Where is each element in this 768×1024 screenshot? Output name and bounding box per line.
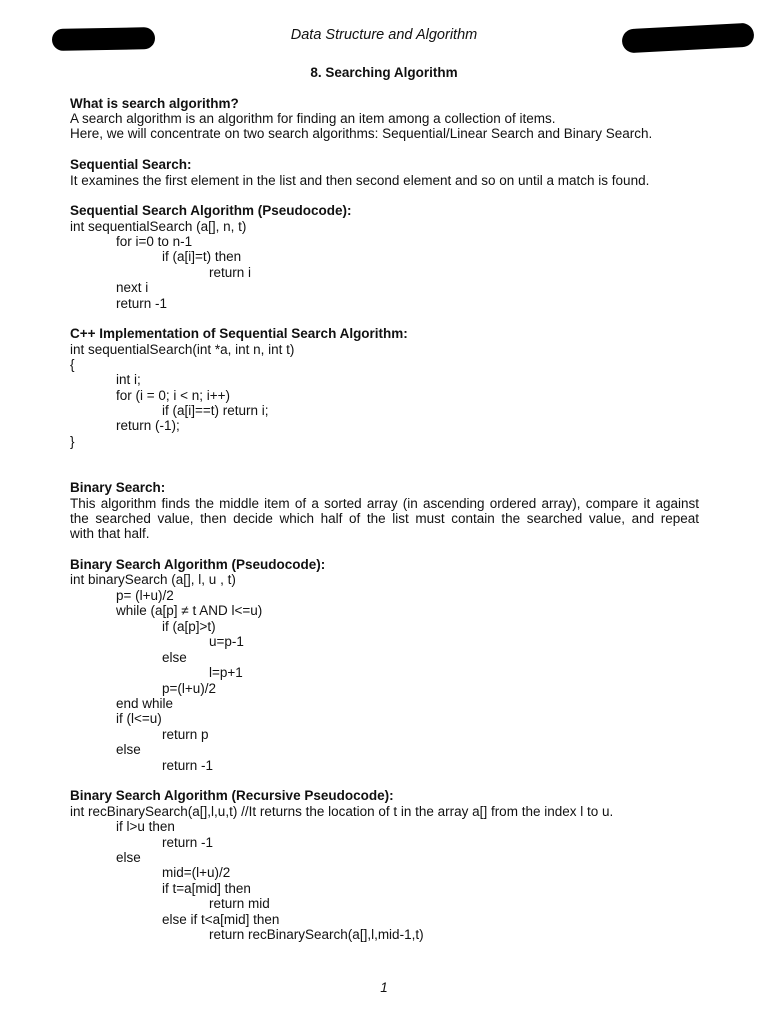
section-heading: Sequential Search Algorithm (Pseudocode): [70, 203, 352, 218]
code-line: if l>u then [116, 819, 175, 834]
page-number: 1 [380, 980, 388, 995]
code-line: } [70, 434, 75, 449]
code-line: else [116, 850, 141, 865]
code-line: next i [116, 280, 149, 295]
code-line: u=p-1 [209, 634, 244, 649]
code-line: return -1 [162, 758, 214, 773]
code-line: l=p+1 [209, 665, 243, 680]
code-line: if (a[i]==t) return i; [162, 403, 269, 418]
code-line: p= (l+u)/2 [116, 588, 174, 603]
code-line: return p [162, 727, 209, 742]
code-line: if (a[i]=t) then [162, 249, 242, 264]
paragraph-line: with that half. [70, 526, 150, 541]
paragraph-line: A search algorithm is an algorithm for finding an item among a collection of items. [70, 111, 556, 126]
code-line: for (i = 0; i < n; i++) [116, 388, 231, 403]
chapter-title: 8. Searching Algorithm [310, 65, 458, 80]
section-heading: Binary Search Algorithm (Pseudocode): [70, 557, 326, 572]
code-line: else if t<a[mid] then [162, 912, 280, 927]
code-line: p=(l+u)/2 [162, 681, 217, 696]
code-line: { [70, 357, 75, 372]
code-line: return -1 [162, 835, 214, 850]
code-line: int binarySearch (a[], l, u , t) [70, 572, 236, 587]
paragraph-line: Here, we will concentrate on two search algorithms: Sequential/Linear Search and Binary Search. [70, 126, 653, 141]
code-line: if t=a[mid] then [162, 881, 251, 896]
code-line: for i=0 to n-1 [116, 234, 193, 249]
paragraph-line: It examines the first element in the list and then second element and so on until a match is found. [70, 173, 650, 188]
code-line: mid=(l+u)/2 [162, 865, 231, 880]
code-line: else [162, 650, 187, 665]
paragraph-line: This algorithm finds the middle item of a sorted array (in ascending ordered array), compare it against [70, 496, 699, 511]
code-line: int i; [116, 372, 141, 387]
section-heading: Binary Search Algorithm (Recursive Pseudocode): [70, 788, 394, 803]
code-line: else [116, 742, 141, 757]
section-heading: Sequential Search: [70, 157, 192, 172]
code-line: return i [209, 265, 252, 280]
code-line: int sequentialSearch(int *a, int n, int t) [70, 342, 295, 357]
code-line: int sequentialSearch (a[], n, t) [70, 219, 247, 234]
code-line: return mid [209, 896, 270, 911]
code-line: int recBinarySearch(a[],l,u,t) //It returns the location of t in the array a[] from the index l to u. [70, 804, 614, 819]
paragraph-line: the searched value, then decide which half of the list must contain the searched value, and repeat [70, 511, 699, 526]
code-line: end while [116, 696, 174, 711]
code-line: return (-1); [116, 418, 180, 433]
section-heading: What is search algorithm? [70, 96, 239, 111]
section-heading: C++ Implementation of Sequential Search Algorithm: [70, 326, 408, 341]
code-line: while (a[p] ≠ t AND l<=u) [116, 603, 263, 618]
section-heading: Binary Search: [70, 480, 166, 495]
code-line: if (l<=u) [116, 711, 162, 726]
code-line: return -1 [116, 296, 168, 311]
code-line: return recBinarySearch(a[],l,mid-1,t) [209, 927, 424, 942]
document-header-title: Data Structure and Algorithm [290, 27, 478, 43]
code-line: if (a[p]>t) [162, 619, 216, 634]
